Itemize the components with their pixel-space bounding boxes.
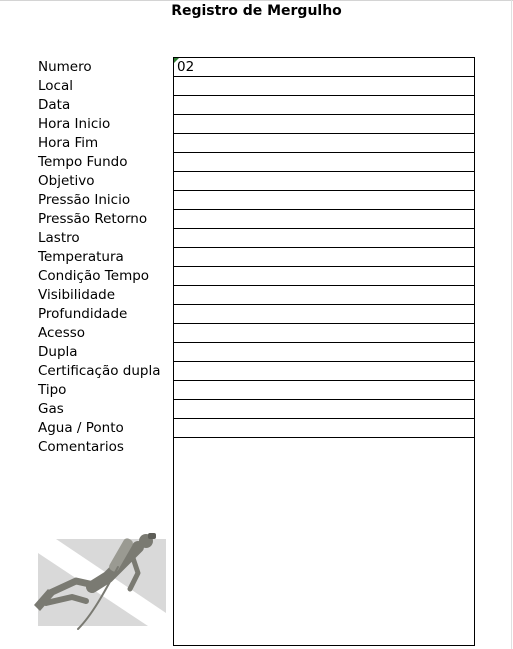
label-profundidade: Profundidade bbox=[38, 306, 128, 322]
label-comentarios: Comentarios bbox=[38, 439, 124, 455]
cell-pressao-retorno[interactable] bbox=[173, 209, 475, 228]
label-acesso: Acesso bbox=[38, 325, 86, 341]
cell-acesso[interactable] bbox=[173, 323, 475, 342]
field-labels bbox=[38, 58, 173, 457]
label-certificacao-dupla: Certificação dupla bbox=[38, 363, 161, 379]
label-dupla: Dupla bbox=[38, 344, 78, 360]
right-divider bbox=[511, 0, 512, 649]
label-gas: Gas bbox=[38, 401, 64, 417]
cell-dupla[interactable] bbox=[173, 342, 475, 361]
cell-temperatura[interactable] bbox=[173, 247, 475, 266]
cell-local[interactable] bbox=[173, 76, 475, 95]
label-lastro: Lastro bbox=[38, 230, 80, 246]
label-tempo-fundo: Tempo Fundo bbox=[38, 154, 128, 170]
cell-tempo-fundo[interactable] bbox=[173, 152, 475, 171]
page-title: Registro de Mergulho bbox=[171, 3, 342, 19]
cell-comentarios[interactable] bbox=[173, 437, 475, 646]
label-agua-ponto: Agua / Ponto bbox=[38, 420, 124, 436]
label-numero: Numero bbox=[38, 59, 92, 75]
cell-visibilidade[interactable] bbox=[173, 285, 475, 304]
label-pressao-retorno: Pressão Retorno bbox=[38, 211, 148, 227]
cell-hora-inicio[interactable] bbox=[173, 114, 475, 133]
label-visibilidade: Visibilidade bbox=[38, 287, 116, 303]
label-tipo: Tipo bbox=[38, 382, 67, 398]
cell-numero-value: 02 bbox=[177, 59, 195, 75]
cell-condicao-tempo[interactable] bbox=[173, 266, 475, 285]
cell-tipo[interactable] bbox=[173, 380, 475, 399]
label-temperatura: Temperatura bbox=[38, 249, 124, 265]
top-divider bbox=[0, 0, 513, 1]
label-condicao-tempo: Condição Tempo bbox=[38, 268, 150, 284]
diver-down-flag-icon bbox=[34, 527, 167, 635]
cell-agua-ponto[interactable] bbox=[173, 418, 475, 437]
field-cells bbox=[173, 57, 475, 646]
cell-data[interactable] bbox=[173, 95, 475, 114]
cell-profundidade[interactable] bbox=[173, 304, 475, 323]
cell-pressao-inicio[interactable] bbox=[173, 190, 475, 209]
cell-lastro[interactable] bbox=[173, 228, 475, 247]
cell-hora-fim[interactable] bbox=[173, 133, 475, 152]
label-hora-fim: Hora Fim bbox=[38, 135, 99, 151]
cell-objetivo[interactable] bbox=[173, 171, 475, 190]
cell-numero[interactable] bbox=[173, 57, 475, 76]
label-data: Data bbox=[38, 97, 71, 113]
cell-certificacao-dupla[interactable] bbox=[173, 361, 475, 380]
label-pressao-inicio: Pressão Inicio bbox=[38, 192, 131, 208]
cell-gas[interactable] bbox=[173, 399, 475, 418]
label-local: Local bbox=[38, 78, 73, 94]
label-objetivo: Objetivo bbox=[38, 173, 95, 189]
selected-cell-marker bbox=[174, 58, 179, 63]
label-hora-inicio: Hora Inicio bbox=[38, 116, 111, 132]
